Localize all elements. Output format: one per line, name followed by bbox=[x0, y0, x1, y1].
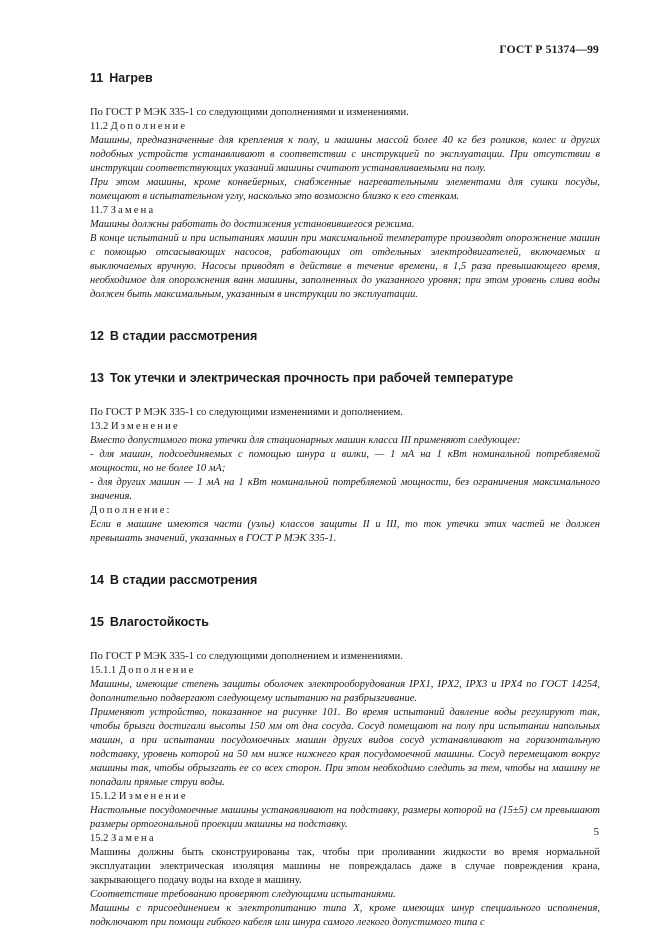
clause-11-2: 11.2 Дополнение bbox=[90, 121, 188, 132]
section-11-heading bbox=[90, 70, 600, 86]
paragraph: Машины, имеющие степень защиты оболочек электрооборудования IPX1, IPX2, IPX3 и IPX4 по ГОСТ 14254, дополнительно подвергают следующему испытанию на разбрызгивание. bbox=[90, 679, 600, 704]
page-number: 5 bbox=[593, 826, 599, 838]
paragraph: Машины с присоединением к электропитанию типа X, кроме имеющих шнур специального исполнения, подключают при помощи гибкого кабеля или шнура самого легкого допустимого типа с bbox=[90, 903, 600, 928]
section-14-heading: 14 В стадии рассмотрения bbox=[90, 573, 258, 587]
clause-13-2: 13.2 Изменение bbox=[90, 421, 180, 432]
clause-15-2: 15.2 Замена bbox=[90, 833, 156, 844]
addition-label: Дополнение: bbox=[90, 505, 172, 516]
section-11-intro: По ГОСТ Р МЭК 335-1 со следующими дополнениями и изменениями. bbox=[90, 107, 409, 118]
clause-11-7: 11.7 Замена bbox=[90, 205, 156, 216]
paragraph: В конце испытаний и при испытаниях машин при максимальной температуре производят опорожнение машин с помощью отсасывающих насосов, работающих от отдельных электродвигателей, включаемых и выключаемых вручную. Насосы приводят в действие в течение времени, в 1,5 раза превышающего время, необходимое для опорожнения ванн машины, заполненных до указанного уровня; при этом уровень слива воды должен быть максимальным, указанным в инструкции по эксплуатации. bbox=[90, 233, 600, 300]
paragraph: Применяют устройство, показанное на рисунке 101. Во время испытаний давление воды регулируют так, чтобы брызги достигали высоты 150 мм от дна сосуда. Сосуд помещают на полу при испытании напольных машин, а при испытании посудомоечных машин других видов сосуд устанавливают на горизонтальную подставку, уровень которой на 50 мм ниже нижнего края посудомоечной машины. Сосуд перемещают вокруг машины так, чтобы обрызгать ее со всех сторон. При этом необходимо следить за тем, чтобы на машину не попадали прямые струи воды. bbox=[90, 707, 600, 788]
list-item: - для других машин — 1 мА на 1 кВт номинальной потребляемой мощности, без ограничения максимального значения. bbox=[90, 477, 600, 502]
paragraph: Машины, предназначенные для крепления к полу, и машины массой более 40 кг без роликов, колес и других подобных устройств устанавливают в соответствии с инструкцией по эксплуатации. При отсутствии в инструкции соответствующих указаний машины считают устанавливаемыми на полу. bbox=[90, 135, 600, 174]
clause-15-1-1: 15.1.1 Дополнение bbox=[90, 665, 196, 676]
section-13-intro: По ГОСТ Р МЭК 335-1 со следующими изменениями и дополнением. bbox=[90, 407, 403, 418]
paragraph: Машины должны работать до достижения установившегося режима. bbox=[90, 219, 415, 230]
document-code: ГОСТ Р 51374—99 bbox=[499, 44, 599, 56]
list-item: - для машин, подсоединяемых с помощью шнура и вилки, — 1 мА на 1 кВт номинальной потребляемой мощности, но не более 10 мА; bbox=[90, 449, 600, 474]
page-content bbox=[90, 70, 600, 930]
section-12-heading: 12 В стадии рассмотрения bbox=[90, 329, 258, 343]
paragraph: Если в машине имеются части (узлы) классов защиты II и III, то ток утечки этих частей не должен превышать значений, указанных в ГОСТ Р МЭК 335-1. bbox=[90, 519, 600, 544]
paragraph: Настольные посудомоечные машины устанавливают на подставку, размеры которой на (15±5) см превышают размеры ортогональной проекции машины на подставку. bbox=[90, 805, 600, 830]
paragraph: При этом машины, кроме конвейерных, снабженные нагревательными элементами для сушки посуды, помещают в испытательном углу, насколько это возможно близко к его стенкам. bbox=[90, 177, 600, 202]
section-15-heading: 15 Влагостойкость bbox=[90, 615, 209, 629]
paragraph: Вместо допустимого тока утечки для стационарных машин класса III применяют следующее: bbox=[90, 435, 521, 446]
section-title: Нагрев bbox=[109, 71, 153, 85]
section-number: 11 bbox=[90, 71, 104, 85]
section-15-intro: По ГОСТ Р МЭК 335-1 со следующими дополнением и изменениями. bbox=[90, 651, 403, 662]
clause-15-1-2: 15.1.2 Изменение bbox=[90, 791, 188, 802]
section-13-heading: 13 Ток утечки и электрическая прочность при рабочей температуре bbox=[90, 371, 514, 385]
paragraph: Машины должны быть сконструированы так, чтобы при проливании жидкости во время нормальной эксплуатации электрическая изоляция машины не повреждалась даже в случае повреждения крана, закрывающего подачу воды на входе в машину. bbox=[90, 847, 600, 886]
paragraph: Соответствие требованию проверяют следующими испытаниями. bbox=[90, 889, 396, 900]
